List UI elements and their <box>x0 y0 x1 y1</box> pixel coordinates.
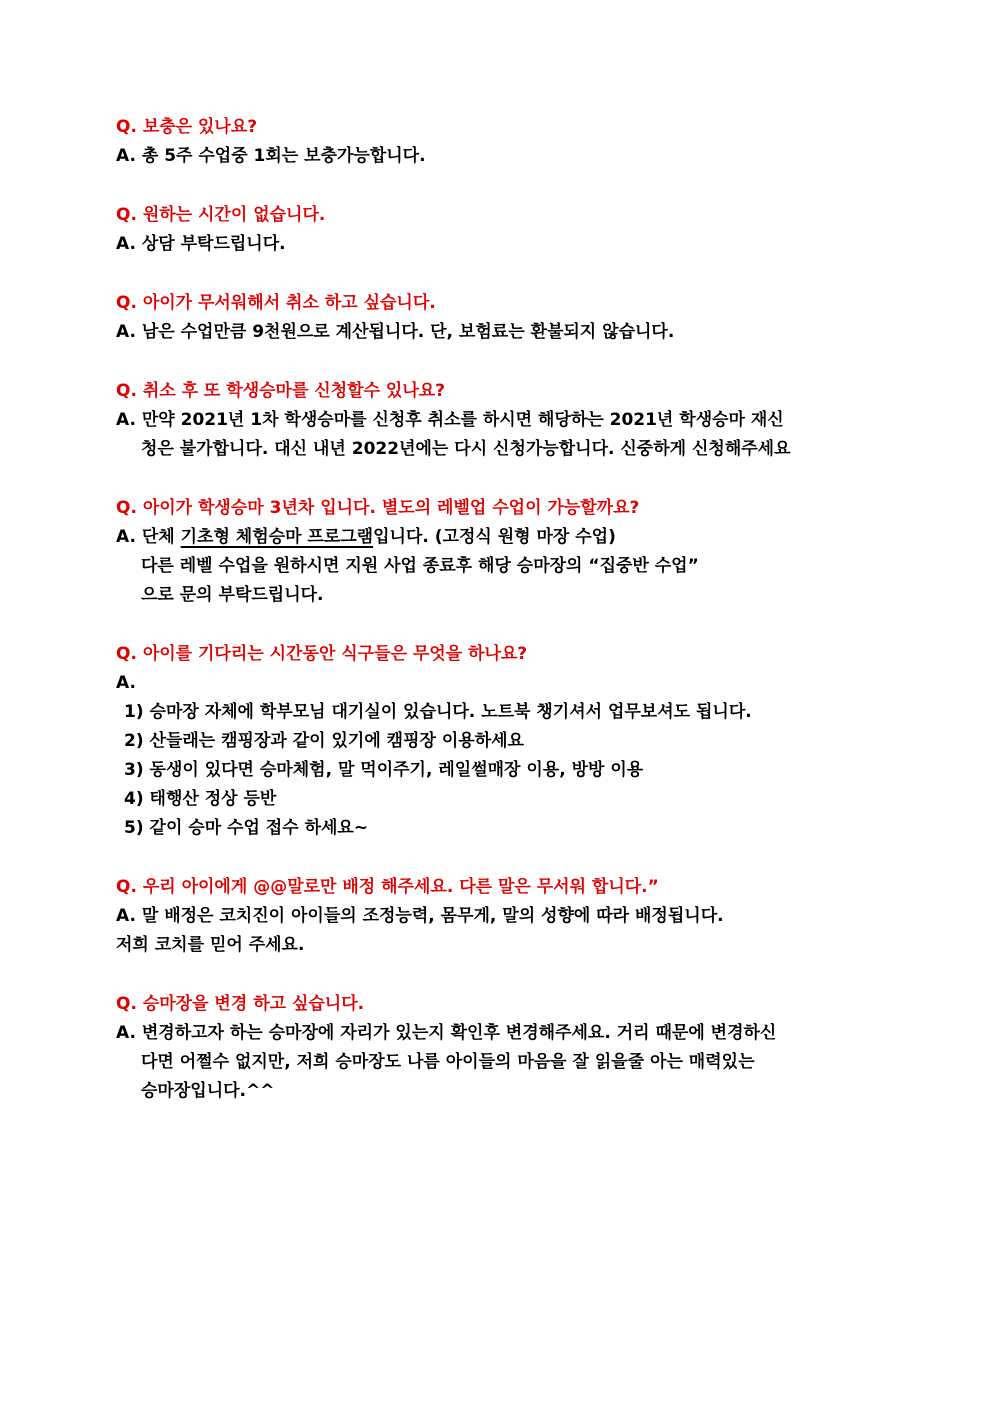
answer-cancel-scared: A. 남은 수업만큼 9천원으로 계산됩니다. 단, 보험료는 환불되지 않습니다. <box>116 322 675 342</box>
answer-level-up-line-3: 으로 문의 부탁드립니다. <box>141 585 324 605</box>
answer-reapply-line-1: A. 만약 2021년 1차 학생승마를 신청후 취소를 하시면 해당하는 2021년 학생승마 재신 <box>116 410 784 430</box>
answer-family-waiting-label: A. <box>116 673 136 693</box>
question-level-up: Q. 아이가 학생승마 3년차 입니다. 별도의 레벨업 수업이 가능할까요? <box>116 498 640 518</box>
question-reapply: Q. 취소 후 또 학생승마를 신청할수 있나요? <box>116 381 446 401</box>
question-preferred-time: Q. 원하는 시간이 없습니다. <box>116 205 326 225</box>
answer-level-up-line-2: 다른 레벨 수업을 원하시면 지원 사업 종료후 해당 승마장의 “집중반 수업” <box>141 556 699 576</box>
question-cancel-scared: Q. 아이가 무서워해서 취소 하고 싶습니다. <box>116 293 436 313</box>
answer-horse-assignment-line-2: 저희 코치를 믿어 주세요. <box>116 935 305 955</box>
question-change-stable: Q. 승마장을 변경 하고 싶습니다. <box>116 994 365 1014</box>
answer-preferred-time: A. 상담 부탁드립니다. <box>116 234 286 254</box>
answer-level-up-suffix: 입니다. (고정식 원형 마장 수업) <box>373 527 616 547</box>
list-item: 1) 승마장 자체에 학부모님 대기실이 있습니다. 노트북 챙기셔서 업무보셔도 됩니다. <box>124 702 752 722</box>
answer-makeup-class: A. 총 5주 수업중 1회는 보충가능합니다. <box>116 146 426 166</box>
answer-change-stable-line-2: 다면 어쩔수 없지만, 저희 승마장도 나름 아이들의 마음을 잘 읽을줄 아는 매력있는 <box>141 1052 755 1072</box>
answer-change-stable-line-3: 승마장입니다.^^ <box>141 1081 275 1101</box>
list-item: 5) 같이 승마 수업 접수 하세요~ <box>124 818 369 838</box>
list-item: 2) 산들래는 캠핑장과 같이 있기에 캠핑장 이용하세요 <box>124 731 524 751</box>
list-item: 3) 동생이 있다면 승마체험, 말 먹이주기, 레일썰매장 이용, 방방 이용 <box>124 760 644 780</box>
answer-change-stable-line-1: A. 변경하고자 하는 승마장에 자리가 있는지 확인후 변경해주세요. 거리 때문에 변경하신 <box>116 1023 777 1043</box>
question-family-waiting: Q. 아이를 기다리는 시간동안 식구들은 무엇을 하나요? <box>116 644 528 664</box>
question-makeup-class: Q. 보충은 있나요? <box>116 117 258 137</box>
answer-level-up-prefix: A. 단체 <box>116 527 181 547</box>
question-horse-assignment: Q. 우리 아이에게 @@말로만 배정 해주세요. 다른 말은 무서워 합니다.” <box>116 877 659 897</box>
program-name-underlined: 기초형 체험승마 프로그램 <box>180 527 374 547</box>
answer-horse-assignment-line-1: A. 말 배정은 코치진이 아이들의 조정능력, 몸무게, 말의 성향에 따라 배정됩니다. <box>116 906 724 926</box>
list-item: 4) 태행산 정상 등반 <box>124 789 277 809</box>
answer-reapply-line-2: 청은 불가합니다. 대신 내년 2022년에는 다시 신청가능합니다. 신중하게 신청해주세요 <box>141 439 791 459</box>
answer-level-up-line-1 <box>116 526 616 548</box>
